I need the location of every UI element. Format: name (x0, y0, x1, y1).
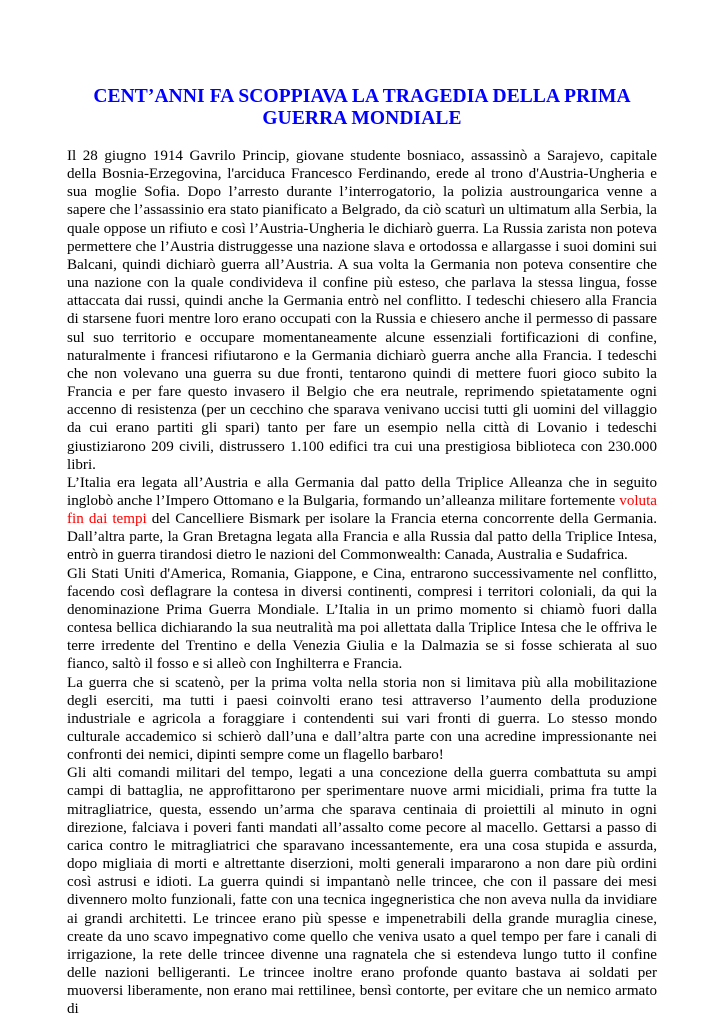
paragraph-2-end: del Cancelliere Bismark per isolare la Francia eterna concorrente della Germania. Dall’altra parte, la Gran Bretagna legata alla Francia e alla Russia dal patto della Triplice Intesa, entrò in guerra tirandosi dietro le nazioni del Commonwealth: Canada, Australia e Sudafrica. (67, 511, 657, 564)
paragraph-2 (67, 474, 657, 565)
document-page (67, 0, 657, 1019)
document-title: CENT’ANNI FA SCOPPIAVA LA TRAGEDIA DELLA PRIMA GUERRA MONDIALE (93, 86, 631, 129)
highlighted-phrase: voluta fin dai tempi (67, 492, 657, 528)
paragraph-1: Il 28 giugno 1914 Gavrilo Princip, giovane studente bosniaco, assassinò a Sarajevo, capitale della Bosnia-Erzegovina, l'arciduca Francesco Ferdinando, erede al trono d'Austria-Ungheria e sua moglie Sofia. Dopo l’arresto durante l’interrogatorio, la polizia austroungarica venne a sapere che l’assassinio era stato pianificato a Belgrado, da ciò scaturì un ultimatum alla Serbia, la quale oppose un rifiuto e così l’Austria-Ungheria le dichiarò guerra. La Russia zarista non poteva permettere che l’Austria distruggesse una nazione slava e ortodossa e allargasse i suoi domini sui Balcani, quindi dichiarò guerra all’Austria. A sua volta la Germania non poteva consentire che una nazione con la quale condivideva il confine più esteso, che parlava la stessa lingua, fosse attaccata dai russi, quindi anche la Germania entrò nel conflitto. I tedeschi chiesero alla Francia di starsene fuori mentre loro erano occupati con la Russia e chiesero anche il permesso di passare sul suo territorio e occupare momentaneamente alcune essenziali fortificazioni di confine, naturalmente i francesi rifiutarono e la Germania dichiarò guerra anche alla Francia. I tedeschi che non volevano una guerra su due fronti, tentarono quindi di mettere fuori gioco subito la Francia e per fare questo invasero il Belgio che era neutrale, reprimendo spietatamente ogni accenno di resistenza (per un cecchino che sparava venivano uccisi tutti gli uomini del villaggio da cui erano partiti gli spari) tanto per fare un esempio nella città di Lovanio i tedeschi giustiziarono 209 civili, distrussero 1.100 edifici tra cui una prestigiosa biblioteca con 230.000 libri. (67, 148, 657, 473)
paragraph-2-start: L’Italia era legata all’Austria e alla Germania dal patto della Triplice Alleanza che in seguito inglobò anche l’Impero Ottomano e la Bulgaria, formando un’alleanza militare fortemente (67, 474, 657, 509)
paragraph-4: La guerra che si scatenò, per la prima volta nella storia non si limitava più alla mobilitazione degli eserciti, ma tutti i paesi coinvolti erano tesi attraverso l’aumento della produzione industriale e agricola a foraggiare i contendenti sui vari fronti di guerra. Lo stesso mondo culturale accademico si schierò dall’una e dall’altra parte con una acredine impressionante nei confronti dei nemici, dipinti sempre come un flagello barbaro! (67, 674, 657, 764)
paragraph-5: Gli alti comandi militari del tempo, legati a una concezione della guerra combattuta su ampi campi di battaglia, ne approfittarono per sperimentare nuove armi micidiali, prima fra tutte la mitragliatrice, questa, essendo un’arma che sparava centinaia di proiettili al minuto in ogni direzione, falciava i poveri fanti mandati all’assalto come pecore al macello. Gettarsi a passo di carica contro le mitragliatrici che sparavano incessantemente, era una cosa stupida e assurda, dopo migliaia di morti e altrettante diserzioni, molti generali impararono a non dare più ordini così astrusi e idioti. La guerra quindi si impantanò nelle trincee, che con il passare dei mesi divennero molto funzionali, fatte con una tecnica ingegneristica che non aveva nulla da invidiare ai grandi architetti. Le trincee erano più spesse e impenetrabili della grande muraglia cinese, create da uno scavo impegnativo come quello che veniva usato a quel tempo per fare i canali di irrigazione, la rete delle trincee divenne una ragnatela che si estendeva lungo tutto il confine delle nazioni belligeranti. Le trincee inoltre erano profonde quanto bastava ai soldati per muoversi liberamente, non erano mai rettilinee, bensì contorte, per evitare che un nemico armato di (67, 765, 657, 1018)
document-body (67, 147, 657, 1019)
paragraph-3: Gli Stati Uniti d'America, Romania, Giappone, e Cina, entrarono successivamente nel conflitto, facendo così deflagrare la contesa in diversi continenti, compresi i territori coloniali, da qui la denominazione Prima Guerra Mondiale. L’Italia in un primo momento si chiamò fuori dalla contesa bellica dichiarando la sua neutralità ma poi allettata dalla Triplice Intesa che le offriva le terre irredente del Trentino e della Venezia Giulia e la Dalmazia se si fosse schierata al suo fianco, saltò il fosso e si alleò con Inghilterra e Francia. (67, 565, 657, 673)
